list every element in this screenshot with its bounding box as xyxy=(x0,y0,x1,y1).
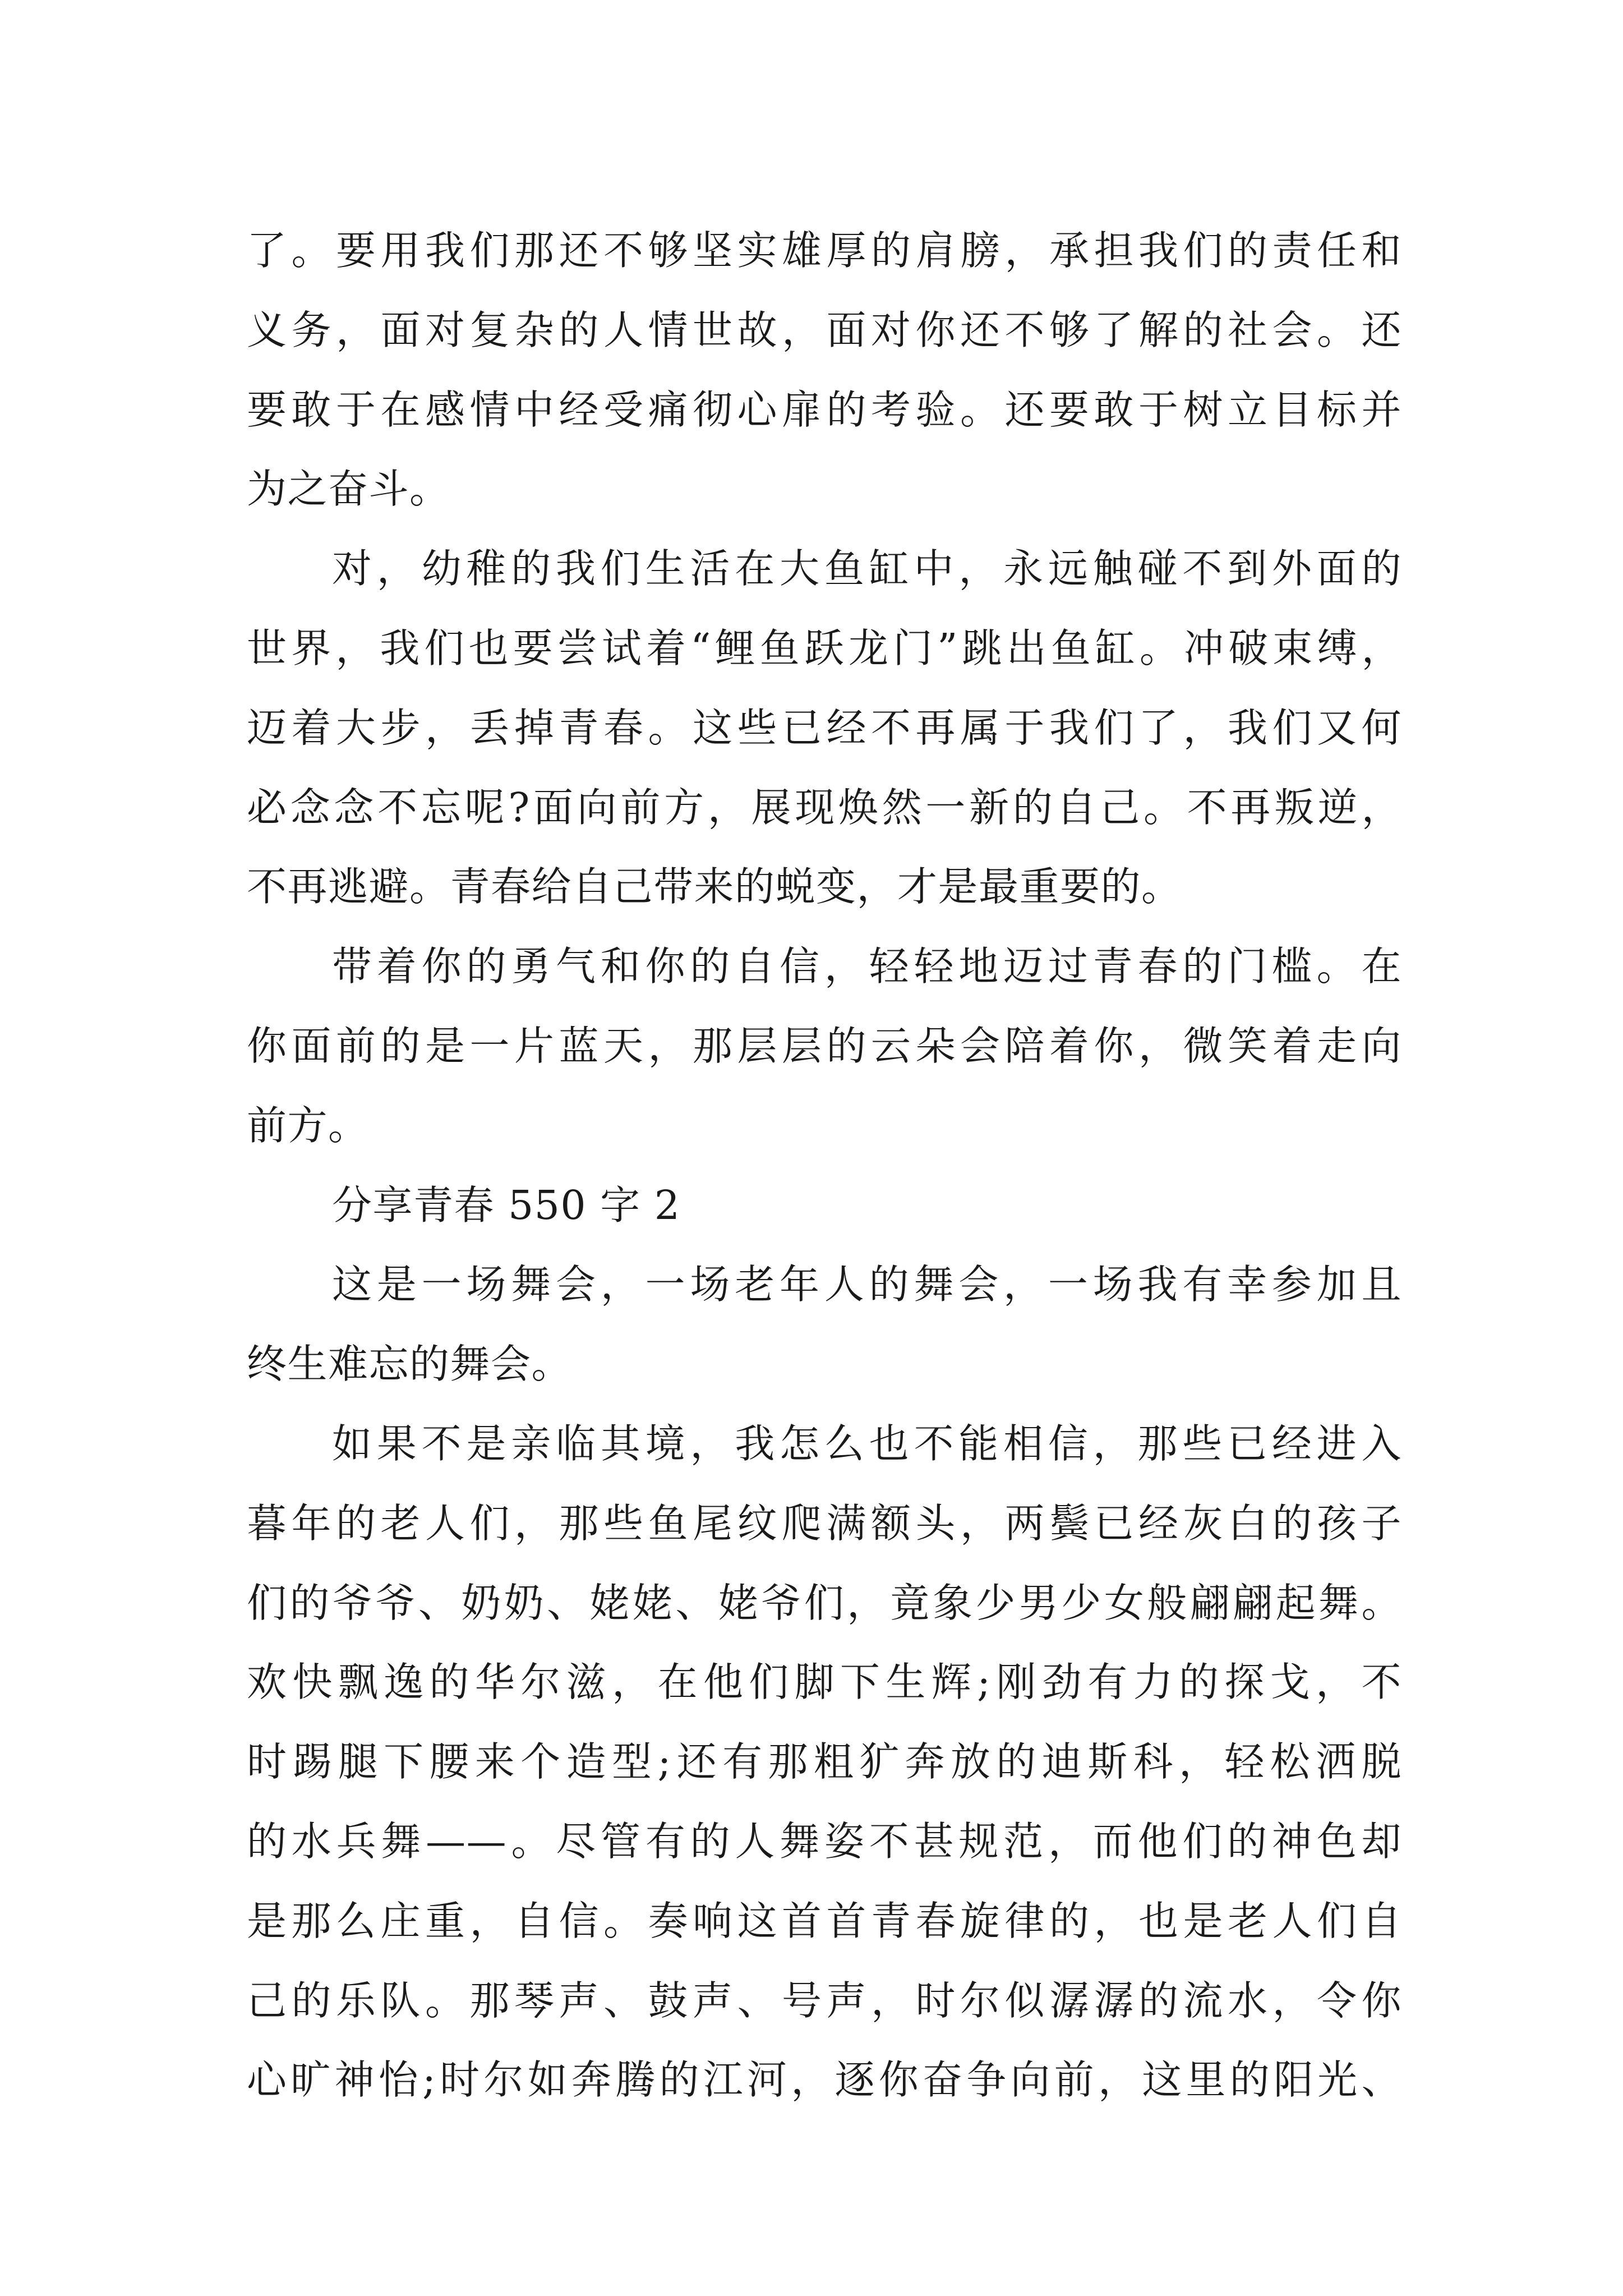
text-line: 时踢腿下腰来个造型;还有那粗犷奔放的迪斯科，轻松洒脱 xyxy=(247,1738,1402,1786)
text-line: 带着你的勇气和你的自信，轻轻地迈过青春的门槛。在 xyxy=(332,943,1402,990)
text-line: 迈着大步，丢掉青春。这些已经不再属于我们了，我们又何 xyxy=(247,704,1402,751)
text-line: 暮年的老人们，那些鱼尾纹爬满额头，两鬓已经灰白的孩子 xyxy=(247,1499,1402,1547)
text-line: 己的乐队。那琴声、鼓声、号声，时尔似潺潺的流水，令你 xyxy=(247,1977,1402,2024)
text-line: 为之奋斗。 xyxy=(247,466,450,513)
text-line: 必念念不忘呢?面向前方，展现焕然一新的自己。不再叛逆， xyxy=(247,784,1402,831)
text-line: 对，幼稚的我们生活在大鱼缸中，永远触碰不到外面的 xyxy=(332,545,1402,592)
text-line: 义务，面对复杂的人情世故，面对你还不够了解的社会。还 xyxy=(247,306,1402,353)
text-line: 了。要用我们那还不够坚实雄厚的肩膀，承担我们的责任和 xyxy=(247,227,1402,274)
text-line: 这是一场舞会，一场老年人的舞会，一场我有幸参加且 xyxy=(332,1261,1402,1308)
text-line: 的水兵舞——。尽管有的人舞姿不甚规范，而他们的神色却 xyxy=(247,1818,1402,1865)
text-line: 如果不是亲临其境，我怎么也不能相信，那些已经进入 xyxy=(332,1420,1402,1467)
text-line: 你面前的是一片蓝天，那层层的云朵会陪着你，微笑着走向 xyxy=(247,1022,1402,1069)
text-line: 是那么庄重，自信。奏响这首首青春旋律的，也是老人们自 xyxy=(247,1897,1402,1944)
text-line: 分享青春 550 字 2 xyxy=(332,1181,681,1228)
text-line: 前方。 xyxy=(247,1102,369,1149)
text-line: 不再逃避。青春给自己带来的蜕变，才是最重要的。 xyxy=(247,863,1182,910)
text-line: 世界，我们也要尝试着“鲤鱼跃龙门”跳出鱼缸。冲破束缚， xyxy=(247,624,1402,671)
text-line: 们的爷爷、奶奶、姥姥、姥爷们，竟象少男少女般翩翩起舞。 xyxy=(247,1579,1402,1626)
text-line: 心旷神怡;时尔如奔腾的江河，逐你奋争向前，这里的阳光、 xyxy=(247,2056,1402,2104)
article-body xyxy=(247,211,1402,2120)
text-line: 终生难忘的舞会。 xyxy=(247,1341,573,1388)
text-line: 要敢于在感情中经受痛彻心扉的考验。还要敢于树立目标并 xyxy=(247,386,1402,433)
text-line: 欢快飘逸的华尔滋，在他们脚下生辉;刚劲有力的探戈，不 xyxy=(247,1659,1402,1706)
